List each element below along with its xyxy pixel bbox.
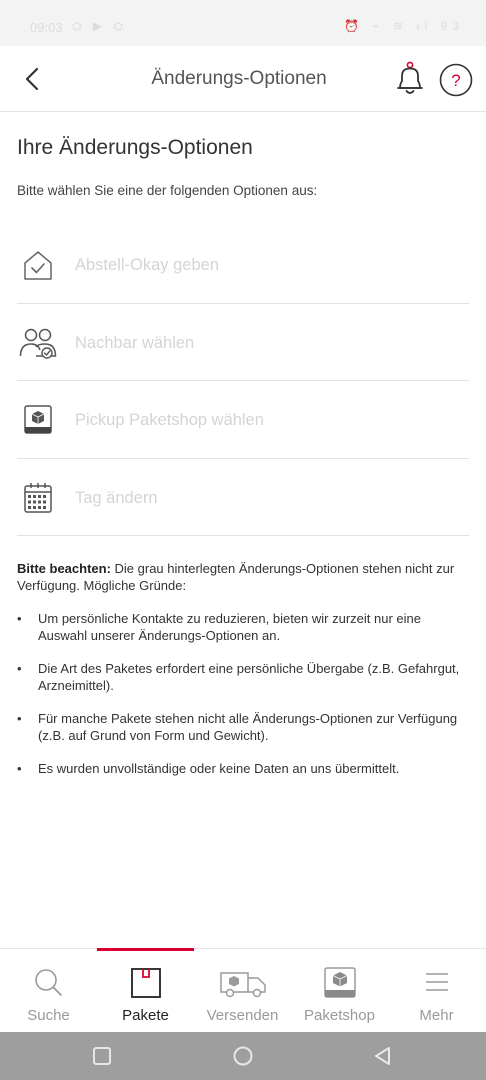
option-tag-aendern <box>17 459 469 537</box>
notification-bell-icon[interactable] <box>392 60 428 98</box>
bullet: • <box>17 661 22 676</box>
note-text: Die grau hinterlegten Änderungs-Optionen stehen nicht zur Verfügung. Mögliche Gründe: <box>17 561 455 593</box>
tab-label: Paketshop <box>304 1007 375 1024</box>
tab-suche[interactable] <box>0 949 97 1033</box>
tab-label: Pakete <box>122 1007 169 1024</box>
search-icon <box>29 967 69 999</box>
neighbors-icon <box>19 326 57 360</box>
list-item <box>17 710 469 744</box>
reasons-list <box>17 610 469 777</box>
status-system-icons <box>344 19 464 33</box>
tab-label: Suche <box>27 1007 70 1024</box>
reason-text: Um persönliche Kontakte zu reduzieren, bieten wir zurzeit nur eine Auswahl unserer Änderungs-Optionen an. <box>38 611 421 643</box>
tab-mehr[interactable] <box>388 949 485 1033</box>
options-list <box>17 226 469 536</box>
reason-text: Es wurden unvollständige oder keine Daten an uns übermittelt. <box>38 761 400 776</box>
status-bar <box>0 0 486 46</box>
tab-pakete[interactable] <box>97 949 194 1033</box>
list-item <box>17 610 469 644</box>
note-paragraph <box>17 560 469 594</box>
help-glyph: ? <box>451 71 461 90</box>
active-tab-indicator <box>97 948 194 951</box>
van-icon <box>218 967 268 999</box>
battery-level: 93 <box>440 19 464 33</box>
bullet: • <box>17 711 22 726</box>
app-header <box>0 46 486 112</box>
paketshop-icon <box>19 403 57 437</box>
tab-versenden[interactable] <box>194 949 291 1033</box>
bullet: • <box>17 761 22 776</box>
status-signal-icons: ⏰ ⌁ ≋ ıl <box>344 19 433 33</box>
paketshop-icon <box>320 967 360 999</box>
page-title: Änderungs-Optionen <box>151 68 327 89</box>
recent-apps-icon[interactable] <box>90 1044 114 1068</box>
option-pickup-paketshop <box>17 381 469 459</box>
bottom-tab-bar <box>0 948 486 1032</box>
intro-text: Bitte wählen Sie eine der folgenden Optionen aus: <box>17 183 318 198</box>
notes-section <box>17 560 469 793</box>
calendar-icon <box>19 481 57 515</box>
option-abstell-okay <box>17 226 469 304</box>
option-label: Tag ändern <box>75 488 158 507</box>
tab-paketshop[interactable] <box>291 949 388 1033</box>
list-item <box>17 760 469 777</box>
home-icon[interactable] <box>231 1044 255 1068</box>
section-heading: Ihre Änderungs-Optionen <box>17 136 253 159</box>
back-triangle-icon[interactable] <box>371 1044 395 1068</box>
system-navigation-bar <box>0 1032 486 1080</box>
list-item <box>17 660 469 694</box>
status-time: 09:03 <box>30 20 63 35</box>
bullet: • <box>17 611 22 626</box>
reason-text: Die Art des Paketes erfordert eine persönliche Übergabe (z.B. Gefahrgut, Arzneimittel). <box>38 661 460 693</box>
help-button[interactable] <box>439 63 473 97</box>
option-label: Pickup Paketshop wählen <box>75 411 264 429</box>
reason-text: Für manche Pakete stehen nicht alle Änderungs-Optionen zur Verfügung (z.B. auf Grund von Form und Gewicht). <box>38 711 458 743</box>
status-notification-icons: ⛭ ▶ ⛭ <box>72 19 128 33</box>
tab-label: Versenden <box>206 1007 279 1024</box>
option-label: Abstell-Okay geben <box>75 256 219 274</box>
tab-label: Mehr <box>419 1007 454 1024</box>
house-check-icon <box>19 248 57 282</box>
note-bold: Bitte beachten: <box>17 561 111 576</box>
help-circle-icon <box>439 63 473 97</box>
package-icon <box>126 967 166 999</box>
option-label: Nachbar wählen <box>75 333 195 352</box>
menu-icon <box>417 967 457 999</box>
option-nachbar <box>17 304 469 382</box>
